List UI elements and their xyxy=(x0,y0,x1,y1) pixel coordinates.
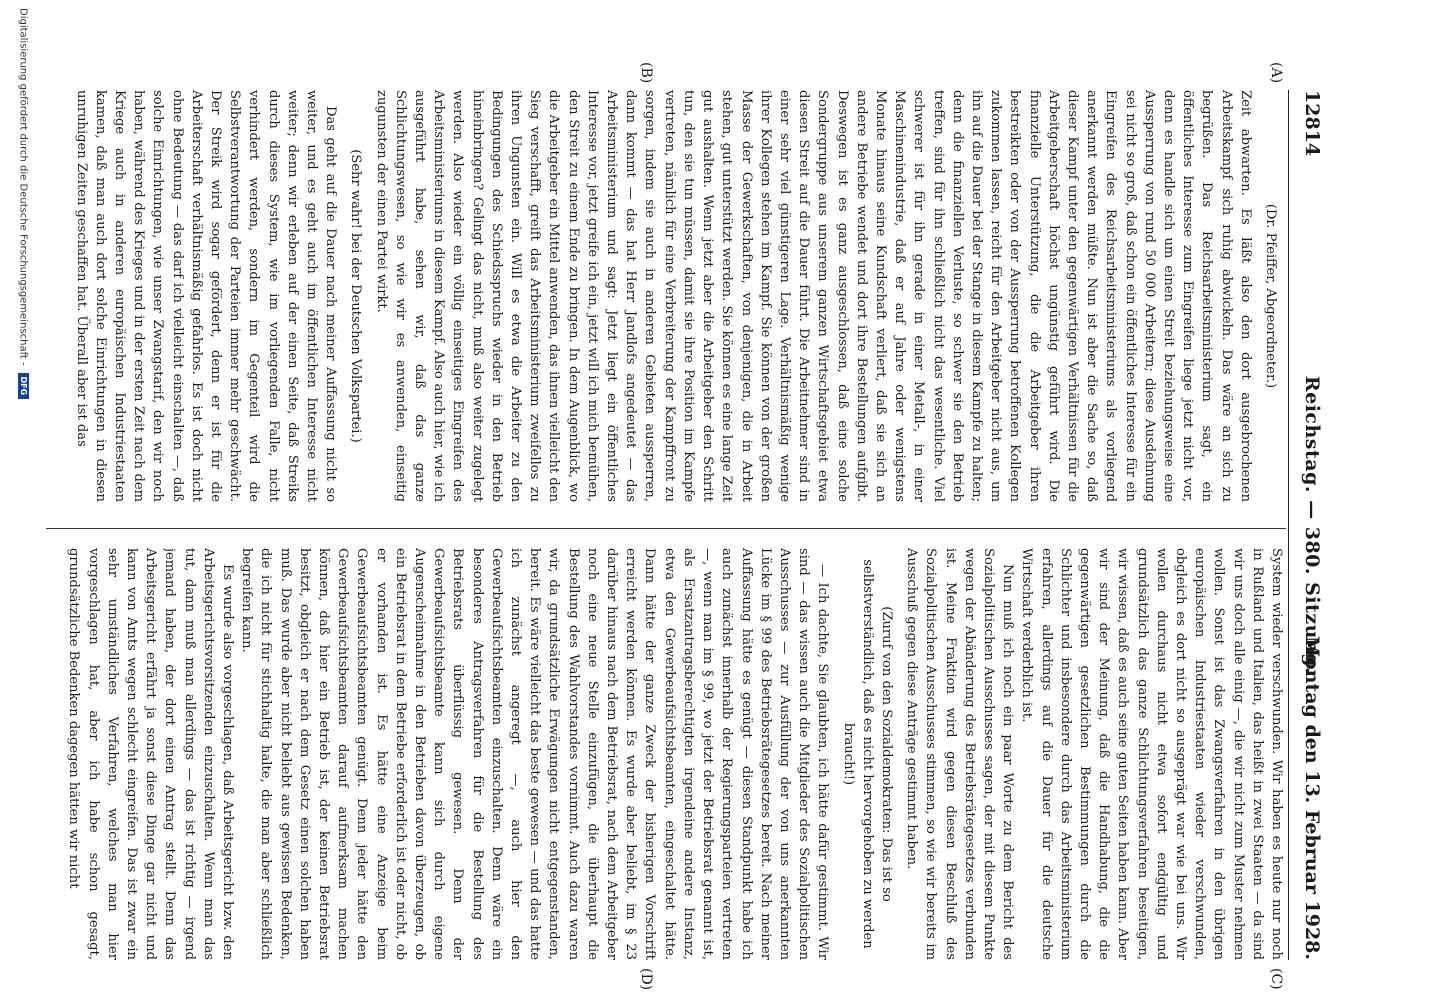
left-text-column xyxy=(46,90,1286,502)
page-header xyxy=(1288,90,1329,960)
credit-text: Digitalisierung gefördert durch die Deutsche Forschungsgemeinschaft - xyxy=(17,8,29,366)
dfg-logo: DFG xyxy=(18,373,29,399)
left-paragraph-2: Das geht auf die Dauer nach meiner Auffassung nicht so weiter, und es geht auch im öffentlichen Interesse nicht weiter; denn wir erleben auf der einen Seite, daß Streiks durch dieses System, wie im vorliegenden Falle, nicht verhindert werden, sondern im Gegenteil wird die Selbstverantwortung der Parteien immer mehr geschwächt. Der Streik wird sogar gefördert, denn er ist für die Arbeiterschaft verhältnismäßig gefahrlos. Es ist doch nicht ohne Bedeutung — das darf ich vielleicht einschalten —, daß solche Einrichtungen, wie unser Zwangstarif, den wir noch haben, während des Krieges und in der ersten Zeit nach dem Kriege auch in anderen europäischen Industriestaaten kamen, daß man auch dort solche Einrichtungen in diesen unruhigen Zeiten geschaffen hat. Überall aber ist das xyxy=(73,90,339,502)
page-number: 12814 xyxy=(1301,90,1323,157)
margin-mark-b: (B) xyxy=(638,62,654,84)
speaker-line: (Dr. Pfeiffer, Abgeordneter.) xyxy=(1263,203,1278,389)
digitization-credit xyxy=(9,8,29,998)
right-paragraph-1: System wieder verschwunden. Wir haben es heute nur noch in Rußland und Italien, das heißt in zwei Staaten — da sind wir uns doch alle einig —, die wir nicht zum Muster nehmen wollen. Sonst ist das Zwangsverfahren in den übrigen europäischen Industriestaaten wieder verschwunden, obgleich es dort nicht so ausgeprägt war wie bei uns. Wir wollen durchaus nicht etwa sofort endgültig und grundsätzlich das ganze Schlichtungsverfahren beseitigen, wir wissen, daß es auch seine guten Seiten haben kann. Aber wir sind der Meinung, daß die Handhabung, die die gegenwärtigen gesetzlichen Bestimmungen durch die Schlichter und insbesondere durch das Arbeitsministerium erfahren, allerdings auf die Dauer für die deutsche Wirtschaft verderblich ist. xyxy=(1019,548,1284,960)
session-date: Montag den 13. Februar 1928. xyxy=(1301,635,1323,960)
right-paragraph-4: Es wurde also vorgeschlagen, daß Arbeitsgericht bzw. den Arbeitsgerichtsvorsitzenden einzuschalten. Wenn man das tut, dann muß man allerdings — das ist richtig — irgend jemand haben, der dort einen Antrag stellt. Denn das Arbeitsgericht erfährt ja sonst diese Dinge gar nicht und kann von Amts wegen schlecht eingreifen. Das ist zwar ein sehr umständliches Verfahren, welches man hier vorgeschlagen hat, aber ich habe schon gesagt, grundsätzliche Bedenken dagegen hätten wir nicht xyxy=(66,548,236,960)
column-divider xyxy=(46,528,1286,529)
left-paragraph-1: Zeit abwarten. Es läßt also den dort ausgebrochenen Arbeitskampf sich ruhig abwickeln. Das wäre an sich zu begrüßen. Das Reichsarbeitsministerium sagt, ein öffentliches Interesse zum Eingreifen liege jetzt nicht vor, denn es handle sich um einen Streit beziehungsweise eine Aussperrung von rund 50 000 Arbeitern; diese Ausdehnung sei nicht so groß, daß schon ein öffentliches Interesse für ein Eingreifen des Reichsarbeitsministeriums als vorliegend anerkannt werden müßte. Nun ist aber die Sache so, daß dieser Kampf unter den gegenwärtigen Verhältnissen für die Arbeitgeberschaft höchst ungünstig geführt wird. Die finanzielle Unterstützung, die die Arbeitgeber ihren bestreikten oder von der Aussperrung betroffenen Kollegen zukommen lassen, reicht für den Arbeitgeber nicht aus, um ihn auf die Dauer bei der Stange in diesem Kampfe zu halten; denn die finanziellen Verluste, so schwer sie den Betrieb treffen, sind für ihn schließlich nicht das wesentliche. Viel schwerer ist für ihn gerade in einer Metall-, in einer Maschinenindustrie, daß er auf Jahre oder wenigstens Monate hinaus seine Kundschaft verliert, daß sie sich an andere Betriebe wendet und dort ihre Bestellungen aufgibt. Deswegen ist es ganz ausgeschlossen, daß eine solche Sondergruppe aus unserem ganzen Wirtschaftsgebiet etwa diesen Streit auf die Dauer führt. Die Arbeitnehmer sind in einer sehr viel günstigeren Lage. Verhältnismäßig wenige ihrer Kollegen stehen im Kampf. Sie können von der großen Masse der Gewerkschaften, von denjenigen, die in Arbeit stehen, gut unterstützt werden. Sie können es eine lange Zeit gut aushalten. Wenn jetzt aber die Arbeitgeber den Schritt tun, den sie tun müssen, damit sie ihre Position im Kampfe vertreten, nämlich für eine Verbreiterung der Kampffront zu sorgen, indem sie auch in anderen Gebieten aussperren, dann kommt — das hat Herr Jandlofs angedeutet — das Arbeitsministerium und sagt: Jetzt liegt ein öffentliches Interesse vor, jetzt greife ich ein, jetzt will ich mich bemühen, den Streit zu einem Ende zu bringen. In dem Augenblick, wo die Arbeitgeber ein Mittel anwenden, das ihnen vielleicht den Sieg verschafft, greift das Arbeitsministerium zweifellos zu ihren Ungunsten ein. Will es etwa die Arbeiter zu den Bedingungen des Schiedsspruchs wieder in den Betrieb hineinbringen? Gelingt das nicht, muß also weiter zugelegt werden. Also wieder ein völlig einseitiges Eingreifen des Arbeitsministeriums in diesem Kampf. Also auch hier, wie ich ausgeführt habe, sehen wir, daß das ganze Schlichtungswesen, so wie wir es anwenden, einseitig zugunsten der einen Partei wirkt. xyxy=(373,90,1253,502)
session-title: Reichstag. — 380. Sitzung. xyxy=(1301,375,1323,675)
left-interjection: (Sehr wahr! bei der Deutschen Volkspartei.) xyxy=(348,149,364,443)
margin-mark-c: (C) xyxy=(1268,968,1284,990)
margin-mark-d: (D) xyxy=(638,968,654,991)
margin-mark-a: (A) xyxy=(1268,62,1284,84)
right-interjection: (Zuruf von den Sozialdemokraten: Das ist so selbstverständlich, daß es nicht hervorgehoben zu werden braucht!) xyxy=(840,559,894,949)
right-paragraph-2: Nun muß ich noch ein paar Worte zu dem Bericht des Sozialpolitischen Ausschusses sagen, der mit diesem Punkte wegen der Abänderung des Betriebsrätegesetzes verbunden ist. Meine Fraktion wird gegen diesen Beschluß des Sozialpolitischen Ausschusses stimmen, so wie wir bereits im Ausschuß gegen diese Anträge gestimmt haben. xyxy=(904,548,1016,960)
right-text-column xyxy=(46,548,1286,960)
right-paragraph-3: — Ich dachte, Sie glaubten, ich hätte dafür gestimmt. Wir sind — das wissen auch die Mitglieder des Sozialpolitischen Ausschusses — zur Ausfüllung der von uns anerkannten Lücke im § 99 des Betriebsrätegesetzes bereit. Nach meiner Auffassung hätte es genügt — diesen Standpunkt habe ich auch zunächst innerhalb der Regierungsparteien vertreten —, wenn man im § 99, wo jetzt der Betriebsrat genannt ist, als Ersatzantragsberechtigten irgendeine andere Instanz, etwa den Gewerbeaufsichtsbeamten, eingeschaltet hätte. Dann hätte der ganze Zweck der bisherigen Vorschrift erreicht werden können. Es wurde aber beliebt, im § 23 darüber hinaus nach dem Betriebsrat, nach dem Arbeitgeber noch eine neue Stelle einzufügen, die überhaupt die Bestellung des Wahlvorstandes vornimmt. Auch dazu waren wir, da grundsätzliche Erwägungen nicht entgegenstanden, bereit. Es wäre vielleicht das beste gewesen — und das hatte ich zunächst angeregt —, auch hier den Gewerbeaufsichtsbeamten einzuschalten. Denn wäre ein besonderes Antragsverfahren für die Bestellung des Betriebsrats überflüssig gewesen. Denn der Gewerbeaufsichtsbeamte kann sich durch eigene Augenscheinnahme in den Betrieben davon überzeugen, ob ein Betriebsrat in dem Betriebe erforderlich ist oder nicht, ob er vorhanden ist. Es hätte eine Anzeige beim Gewerbeaufsichtsbeamten genügt. Denn jeder hätte den Gewerbeaufsichtsbeamten darauf aufmerksam machen können, daß hier ein Betrieb ist, der keinen Betriebsrat besitzt, obgleich er nach dem Gesetz einen solchen haben muß. Das wurde aber nicht beliebt aus gewissen Bedenken, die ich nicht für stichhaltig halte, die man aber schließlich begreifen kann. xyxy=(239,548,831,960)
